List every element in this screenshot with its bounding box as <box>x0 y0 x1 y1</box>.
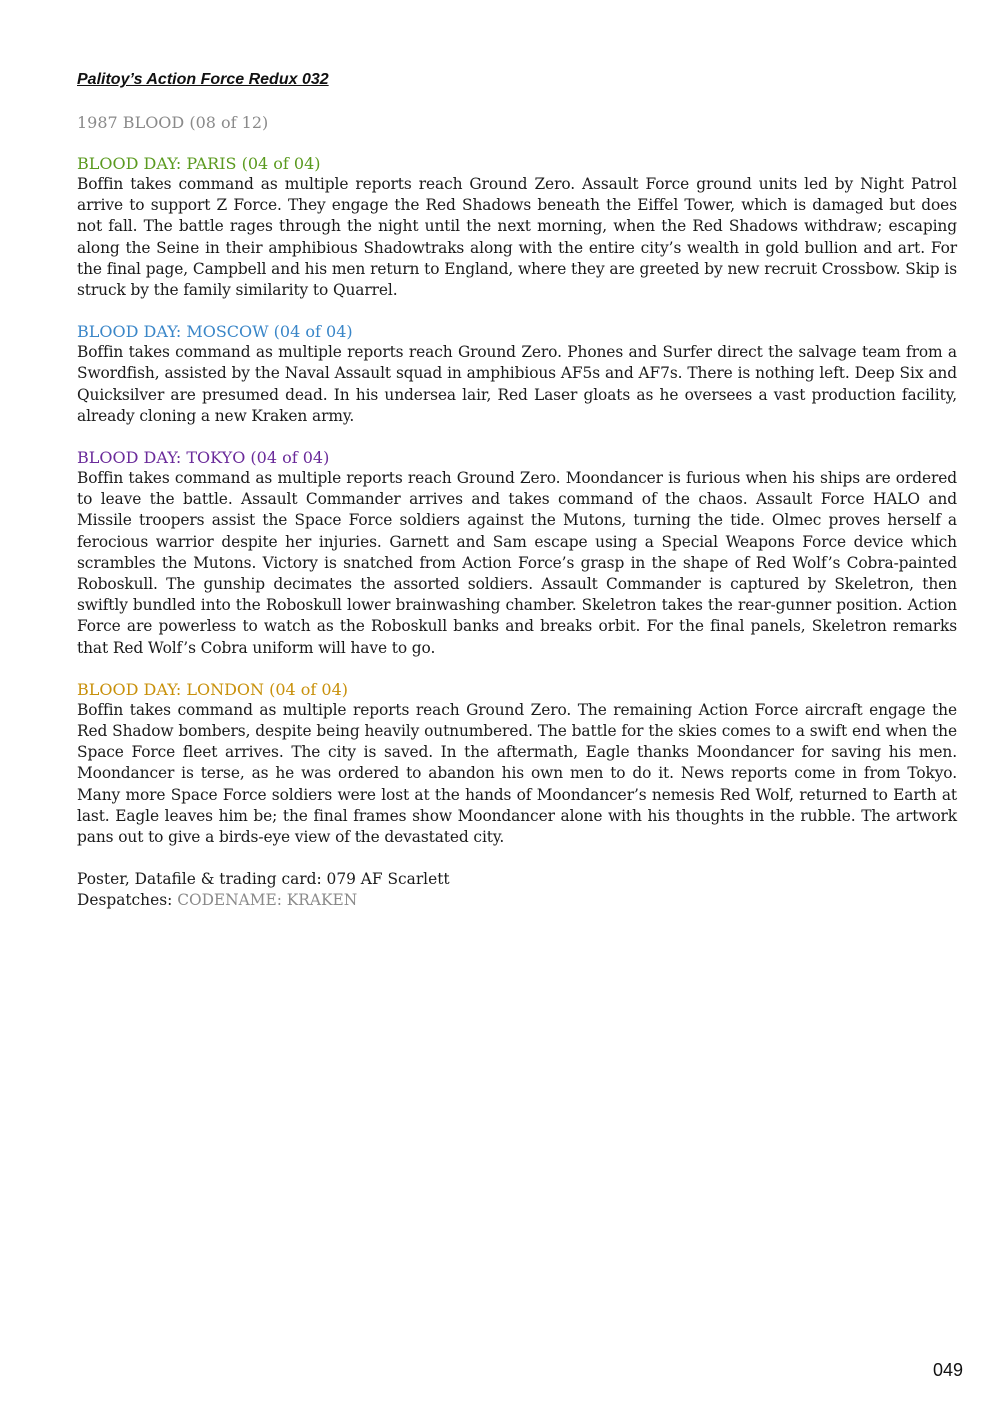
document-title: Palitoy’s Action Force Redux 032 <box>77 71 329 88</box>
story-section <box>77 447 957 659</box>
poster-line: Poster, Datafile & trading card: 079 AF Scarlett <box>77 870 450 889</box>
section-body: Boffin takes command as multiple reports reach Ground Zero. Phones and Surfer direct the salvage team from a Swordfish, assisted by the Naval Assault squad in amphibious AF5s and AF7s. There is nothing left. Deep Six and Quicksilver are presumed dead. In his undersea lair, Red Laser gloats as he oversees a vast production facility, already cloning a new Kraken army. <box>77 343 957 425</box>
page-number: 049 <box>932 1360 963 1380</box>
section-body: Boffin takes command as multiple reports reach Ground Zero. Assault Force ground units led by Night Patrol arrive to support Z Force. They engage the Red Shadows beneath the Eiffel Tower, which is damaged but does not fall. The battle rages through the night until the next morning, when the Red Shadows withdraw; escaping along the Seine in their amphibious Shadowtraks along with the entire city’s wealth in gold bullion and art. For the final page, Campbell and his men return to England, where they are greeted by new recruit Crossbow. Skip is struck by the family similarity to Quarrel. <box>77 175 957 300</box>
footer-block <box>77 869 957 911</box>
section-body: Boffin takes command as multiple reports reach Ground Zero. Moondancer is furious when his ships are ordered to leave the battle. Assault Commander arrives and takes command of the chaos. Assault Force HALO and Missile troopers assist the Space Force soldiers against the Mutons, turning the tide. Olmec proves herself a ferocious warrior despite her injuries. Garnett and Sam escape using a Special Weapons Force device which scrambles the Mutons. Victory is snatched from Action Force’s grasp in the shape of Red Wolf’s Cobra-painted Roboskull. The gunship decimates the assorted soldiers. Assault Commander is captured by Skeletron, then swiftly bundled into the Roboskull lower brainwashing chamber. Skeletron takes the rear-gunner position. Action Force are powerless to watch as the Roboskull banks and breaks orbit. For the final panels, Skeletron remarks that Red Wolf’s Cobra uniform will have to go. <box>77 469 957 657</box>
story-section <box>77 321 957 427</box>
despatches-line <box>77 890 957 911</box>
despatches-label: Despatches: <box>77 891 178 910</box>
sections-container <box>77 153 957 848</box>
despatches-link[interactable]: CODENAME: KRAKEN <box>177 891 358 910</box>
document-page <box>77 68 957 911</box>
story-section <box>77 679 957 848</box>
story-section <box>77 153 957 301</box>
section-heading: BLOOD DAY: MOSCOW (04 of 04) <box>77 322 353 342</box>
section-heading: BLOOD DAY: LONDON (04 of 04) <box>77 679 349 699</box>
section-heading: BLOOD DAY: TOKYO (04 of 04) <box>77 448 330 468</box>
section-heading: BLOOD DAY: PARIS (04 of 04) <box>77 154 321 173</box>
issue-subtitle: 1987 BLOOD (08 of 12) <box>77 113 269 132</box>
section-body: Boffin takes command as multiple reports reach Ground Zero. The remaining Action Force aircraft engage the Red Shadow bombers, despite being heavily outnumbered. The battle for the skies comes to a swift end when the Space Force fleet arrives. The city is saved. In the aftermath, Eagle thanks Moondancer for saving his men. Moondancer is terse, as he was ordered to abandon his own men to do it. News reports come in from Tokyo. Many more Space Force soldiers were lost at the hands of Moondancer’s nemesis Red Wolf, returned to Earth at last. Eagle leaves him be; the final frames show Moondancer alone with his thoughts in the rubble. The artwork pans out to give a birds-eye view of the devastated city. <box>77 700 957 847</box>
